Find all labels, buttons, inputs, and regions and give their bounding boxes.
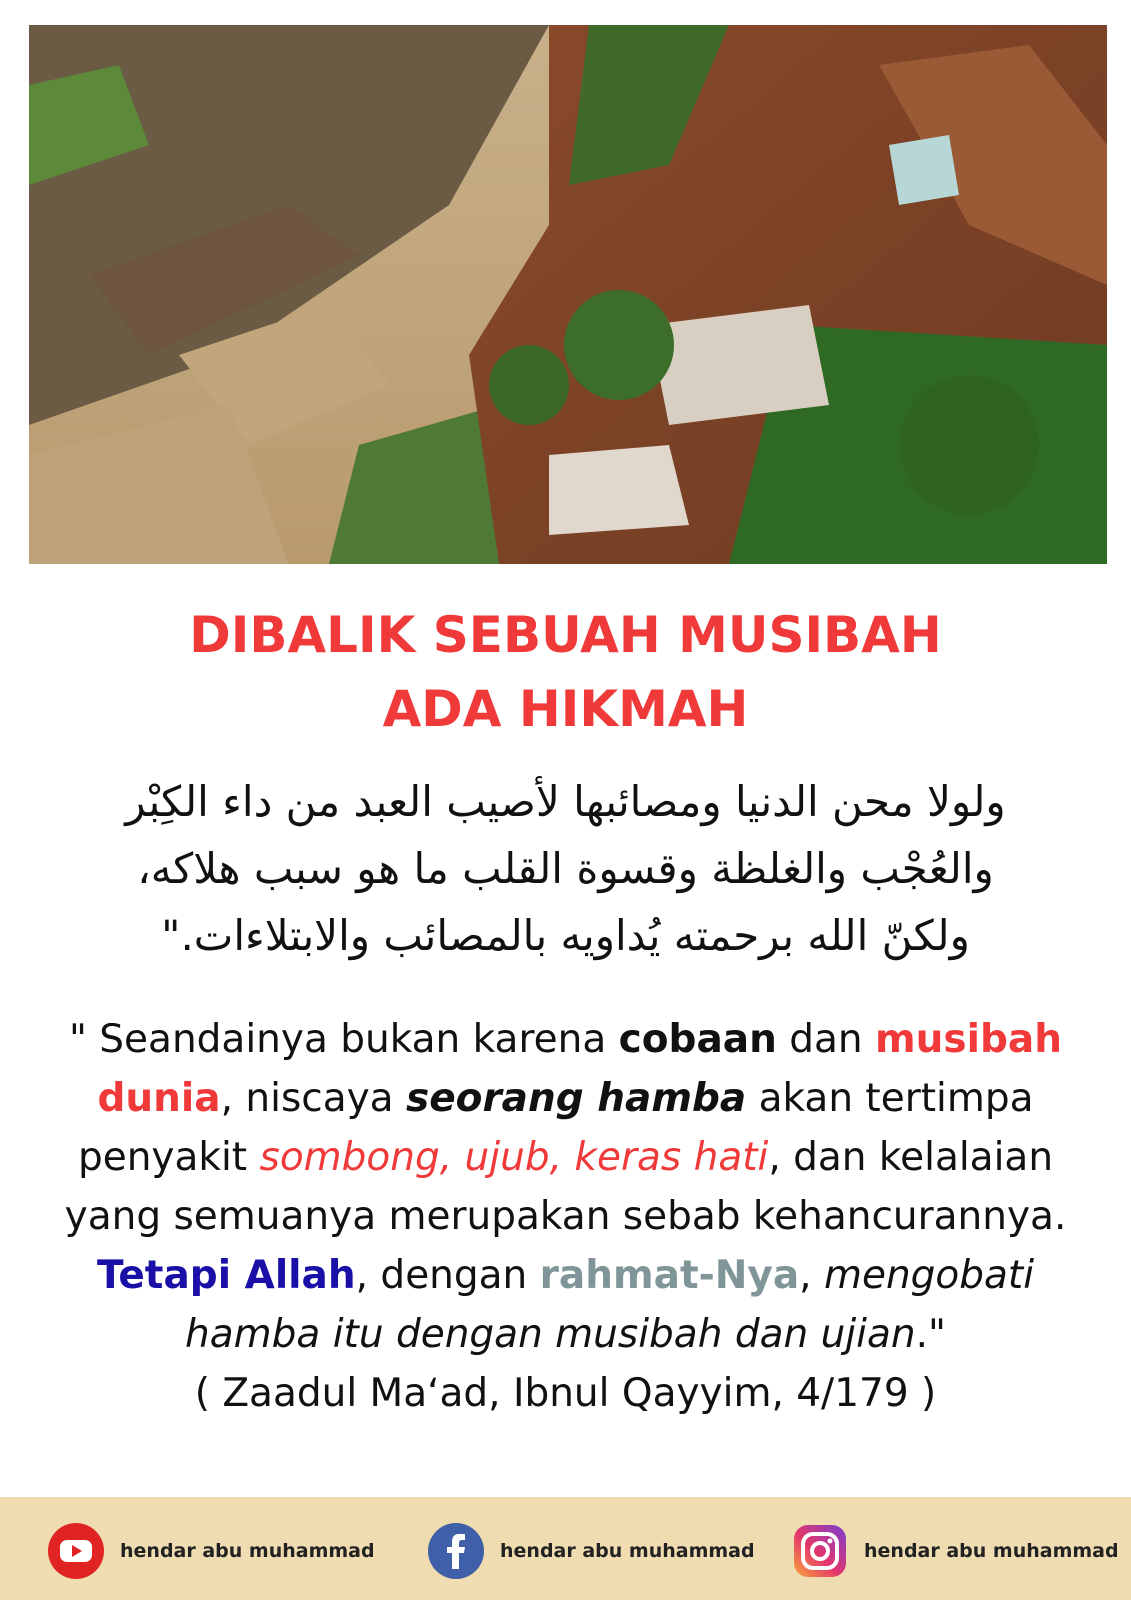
highlight-cobaan: cobaan	[618, 1017, 777, 1062]
flood-landslide-photo-icon	[29, 25, 1107, 564]
translation-text-7: akan tertimpa penyakit	[77, 1076, 1034, 1180]
instagram-label: hendar abu muhammad	[864, 1540, 1119, 1562]
highlight-sombong: sombong, ujub, keras hati	[259, 1135, 769, 1180]
youtube-label: hendar abu muhammad	[120, 1540, 375, 1562]
highlight-musibah-dunia: musibah dunia	[97, 1017, 1063, 1121]
page-title	[0, 598, 1131, 746]
instagram-icon	[792, 1523, 848, 1579]
translation-quote	[40, 1010, 1091, 1423]
facebook-link[interactable]	[428, 1523, 755, 1579]
highlight-seorang-hamba: seorang hamba	[405, 1076, 747, 1121]
quote-source: ( Zaadul Ma‘ad, Ibnul Qayyim, 4/179 )	[194, 1371, 937, 1416]
title-line-2: ADA HIKMAH	[382, 680, 749, 738]
youtube-link[interactable]	[48, 1523, 375, 1579]
translation-text-15: ."	[915, 1312, 946, 1357]
highlight-mengobati: mengobati hamba itu dengan musibah dan ujian	[185, 1253, 1035, 1357]
arabic-quote	[50, 768, 1081, 969]
translation-text-9: , dan kelalaian yang semuanya merupakan sebab kehancurannya.	[64, 1135, 1067, 1239]
highlight-tetapi-allah: Tetapi Allah	[96, 1253, 356, 1298]
facebook-label: hendar abu muhammad	[500, 1540, 755, 1562]
youtube-icon	[48, 1523, 104, 1579]
footer-social-bar	[0, 1497, 1131, 1600]
arabic-line-2: والعُجْب والغلظة وقسوة القلب ما هو سبب هلاكه،	[137, 844, 994, 893]
arabic-line-3: ولكنّ الله برحمته يُداويه بالمصائب والابتلاءات."	[161, 911, 970, 960]
title-line-1: DIBALIK SEBUAH MUSIBAH	[189, 606, 942, 664]
translation-text-5: , niscaya	[220, 1076, 406, 1121]
hero-image	[29, 25, 1107, 564]
translation-text-13: ,	[799, 1253, 824, 1298]
highlight-rahmat-nya: rahmat-Nya	[539, 1253, 800, 1298]
instagram-link[interactable]	[792, 1523, 1119, 1579]
translation-text-3: dan	[776, 1017, 876, 1062]
arabic-line-1: ولولا محن الدنيا ومصائبها لأصيب العبد من داء الكِبْر	[125, 777, 1006, 826]
translation-text-1: " Seandainya bukan karena	[68, 1017, 619, 1062]
facebook-icon	[428, 1523, 484, 1579]
translation-text-11: , dengan	[355, 1253, 540, 1298]
